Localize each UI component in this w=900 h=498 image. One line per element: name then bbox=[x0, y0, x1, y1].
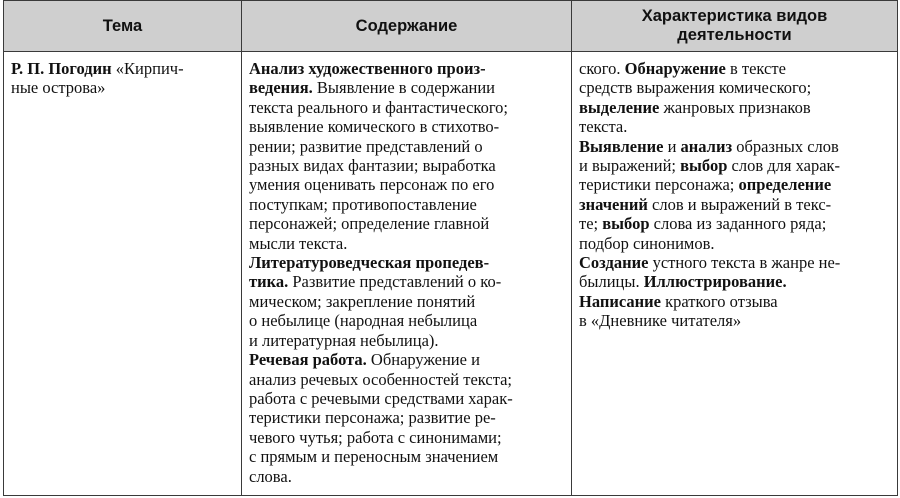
theme-cell bbox=[4, 52, 242, 496]
activities-line-13 bbox=[579, 292, 891, 311]
section-1-line: текста реального и фантастического; bbox=[249, 97, 509, 117]
section-1-heading-line-1: Анализ художественного произ- bbox=[249, 59, 486, 78]
activities-keyword: определение bbox=[738, 175, 832, 195]
section-2-line: о небылице (народная небылица bbox=[249, 311, 478, 331]
activities-line-9 bbox=[579, 214, 891, 233]
activities-line-5 bbox=[579, 137, 891, 156]
activities-text: теристики персонажа; bbox=[579, 175, 739, 195]
activities-text: и выражений; bbox=[579, 156, 681, 176]
section-1-line: персонажей; определение главной bbox=[249, 214, 490, 234]
activities-keyword: Выявление bbox=[579, 136, 664, 156]
activities-text: ского. bbox=[579, 59, 625, 78]
section-3-heading: Речевая работа. bbox=[249, 350, 367, 370]
header-row bbox=[4, 1, 898, 52]
activities-line-14: в «Дневнике читателя» bbox=[579, 311, 742, 331]
theme-title-line-2: ные острова» bbox=[11, 78, 106, 98]
activities-line-10: подбор синонимов. bbox=[579, 233, 715, 253]
activities-keyword: выбор bbox=[680, 156, 728, 176]
activities-line-7 bbox=[579, 175, 891, 194]
activities-keyword: выбор bbox=[602, 214, 650, 234]
section-2-line: и литературная небылица). bbox=[249, 330, 439, 350]
section-1-line: выявление комического в стихотво- bbox=[249, 117, 500, 137]
activities-text: образных слов bbox=[732, 136, 839, 156]
activities-keyword: Обнаружение bbox=[624, 59, 726, 78]
curriculum-table bbox=[3, 0, 898, 496]
activities-line-11 bbox=[579, 253, 891, 272]
activities-keyword: анализ bbox=[680, 136, 733, 156]
section-2-text-start: Развитие представлений о ко- bbox=[288, 272, 502, 292]
section-1-line: разных видах фантазии; выработка bbox=[249, 156, 496, 176]
activities-keyword: Написание bbox=[579, 291, 661, 311]
activities-line-4: текста. bbox=[579, 117, 628, 137]
activities-keyword: Создание bbox=[579, 253, 649, 273]
section-3-line: теристики персонажа; развитие ре- bbox=[249, 408, 496, 428]
section-3-line: чевого чутья; работа с синонимами; bbox=[249, 427, 502, 447]
section-3-line: слова. bbox=[249, 466, 292, 486]
section-3-line: с прямым и переносным значением bbox=[249, 447, 499, 467]
section-1-line: мысли текста. bbox=[249, 233, 348, 253]
header-theme: Тема bbox=[4, 1, 242, 52]
activities-line-8 bbox=[579, 195, 891, 214]
activities-text: слов для харак- bbox=[727, 156, 841, 176]
activities-keyword: выделение bbox=[579, 97, 660, 117]
header-activities-line-1: Характеристика видов bbox=[641, 7, 828, 25]
activities-cell bbox=[572, 52, 898, 496]
section-1-line: поступкам; противопоставление bbox=[249, 194, 477, 214]
activities-text: краткого отзыва bbox=[661, 291, 778, 311]
activities-text: былицы. bbox=[579, 272, 644, 292]
section-2-heading-line-1: Литературоведческая пропедев- bbox=[249, 253, 490, 273]
activities-text: жанровых признаков bbox=[659, 97, 811, 117]
activities-line-12 bbox=[579, 272, 891, 291]
activities-line-2: средств выражения комического; bbox=[579, 78, 812, 98]
activities-keyword: Иллюстрирование. bbox=[643, 272, 787, 292]
activities-text: слов и выражений в текс- bbox=[647, 194, 832, 214]
section-1-line: умения оценивать персонаж по его bbox=[249, 175, 495, 195]
activities-text: слова из заданного ряда; bbox=[649, 214, 827, 234]
table-row bbox=[4, 52, 898, 496]
activities-line-6 bbox=[579, 156, 891, 175]
section-1-text-start: Выявление в содержании bbox=[312, 78, 496, 98]
header-content: Содержание bbox=[242, 1, 572, 52]
section-1-heading-line-2: ведения. bbox=[249, 78, 313, 98]
header-activities bbox=[572, 1, 898, 52]
section-3-line: работа с речевыми средствами харак- bbox=[249, 388, 513, 408]
section-2-heading-line-2: тика. bbox=[249, 272, 289, 292]
section-2-line: мическом; закрепление понятий bbox=[249, 291, 476, 311]
activities-text: те; bbox=[579, 214, 603, 234]
section-3-text-start: Обнаружение и bbox=[366, 350, 480, 370]
theme-title-line-1: «Кирпич- bbox=[115, 59, 184, 78]
activities-keyword: значений bbox=[579, 194, 648, 214]
section-1-line: рении; развитие представлений о bbox=[249, 136, 483, 156]
activities-line-3 bbox=[579, 98, 891, 117]
activities-line-1 bbox=[579, 59, 891, 78]
theme-author: Р. П. Погодин bbox=[11, 59, 112, 78]
section-3-line: анализ речевых особенностей текста; bbox=[249, 369, 513, 389]
activities-text: в тексте bbox=[725, 59, 786, 78]
content-cell bbox=[242, 52, 572, 496]
activities-text: устного текста в жанре не- bbox=[648, 253, 841, 273]
header-activities-line-2: деятельности bbox=[677, 26, 792, 44]
activities-text: и bbox=[663, 136, 681, 156]
